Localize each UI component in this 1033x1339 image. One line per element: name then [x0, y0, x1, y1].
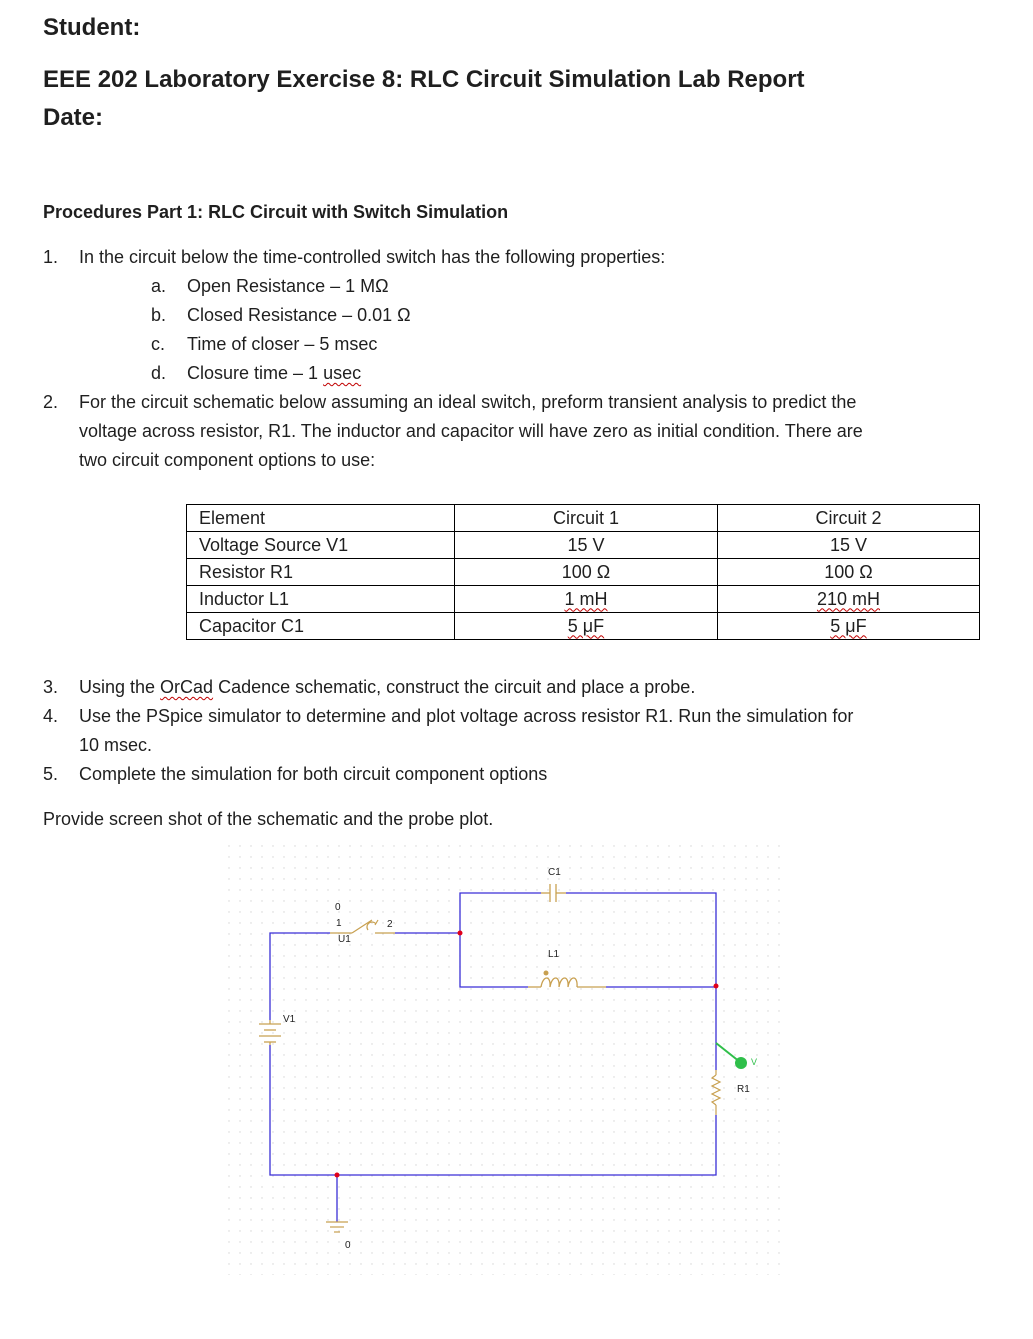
circuit-schematic: [228, 845, 788, 1275]
table-row: [187, 586, 980, 613]
table-header-row: [187, 505, 980, 532]
label-switch-pin2: 2: [387, 919, 393, 930]
inductor-dot: [544, 971, 549, 976]
label-ground: 0: [345, 1240, 351, 1251]
table-cell: 5 μF: [455, 613, 718, 640]
table-cell: Capacitor C1: [187, 613, 455, 640]
table-cell: 15 V: [718, 532, 980, 559]
step3-number: 3.: [43, 677, 59, 697]
label-probe: V: [751, 1057, 758, 1067]
step1-number: 1.: [43, 247, 59, 267]
label-r1: R1: [737, 1084, 750, 1095]
junction-dot: [335, 1173, 340, 1178]
prop-b-letter: b.: [151, 305, 167, 325]
label-switch-pin1: 1: [336, 918, 342, 929]
table-header-cell: Circuit 1: [455, 505, 718, 532]
table-cell: 15 V: [455, 532, 718, 559]
prop-a-letter: a.: [151, 276, 167, 296]
prop-b-text: Closed Resistance – 0.01 Ω: [187, 305, 411, 325]
table-cell: Resistor R1: [187, 559, 455, 586]
step2-line3: two circuit component options to use:: [79, 450, 376, 470]
step5-number: 5.: [43, 764, 59, 784]
table-row: [187, 613, 980, 640]
table-header-cell: Circuit 2: [718, 505, 980, 532]
closing-instruction: Provide screen shot of the schematic and the probe plot.: [43, 809, 494, 829]
label-v1: V1: [283, 1014, 296, 1025]
procedures-heading: Procedures Part 1: RLC Circuit with Switch Simulation: [43, 202, 509, 222]
step4-line2: 10 msec.: [79, 735, 153, 755]
report-title: EEE 202 Laboratory Exercise 8: RLC Circuit Simulation Lab Report: [43, 66, 805, 93]
label-l1: L1: [548, 949, 560, 960]
junction-dot: [458, 931, 463, 936]
table-cell: 210 mH: [718, 586, 980, 613]
student-label: Student:: [43, 14, 141, 41]
table-cell: 100 Ω: [455, 559, 718, 586]
step2-line2: voltage across resistor, R1. The inductor and capacitor will have zero as initial condition. There are: [79, 421, 863, 441]
table-cell: Inductor L1: [187, 586, 455, 613]
step2-number: 2.: [43, 392, 59, 412]
prop-d-text: Closure time – 1 usec: [187, 363, 362, 383]
label-switch-top: 0: [335, 902, 341, 913]
prop-d-letter: d.: [151, 363, 167, 383]
step3-text: Using the OrCad Cadence schematic, construct the circuit and place a probe.: [79, 677, 696, 697]
step1-text: In the circuit below the time-controlled switch has the following properties:: [79, 247, 666, 267]
table-header-cell: Element: [187, 505, 455, 532]
step4-line1: Use the PSpice simulator to determine and plot voltage across resistor R1. Run the simulation for: [79, 706, 854, 726]
step2-line1: For the circuit schematic below assuming an ideal switch, preform transient analysis to predict the: [79, 392, 857, 412]
table-cell: 5 μF: [718, 613, 980, 640]
step4-number: 4.: [43, 706, 59, 726]
step5-text: Complete the simulation for both circuit component options: [79, 764, 548, 784]
schematic-grid: [228, 845, 788, 1275]
prop-c-text: Time of closer – 5 msec: [187, 334, 378, 354]
table-cell: 1 mH: [455, 586, 718, 613]
table-row: [187, 559, 980, 586]
component-table: [186, 504, 980, 640]
junction-dot: [714, 984, 719, 989]
prop-c-letter: c.: [151, 334, 166, 354]
prop-a-text: Open Resistance – 1 MΩ: [187, 276, 389, 296]
table-row: [187, 532, 980, 559]
label-u1: U1: [338, 934, 351, 945]
date-label: Date:: [43, 104, 104, 131]
table-cell: Voltage Source V1: [187, 532, 455, 559]
table-cell: 100 Ω: [718, 559, 980, 586]
label-c1: C1: [548, 867, 561, 878]
